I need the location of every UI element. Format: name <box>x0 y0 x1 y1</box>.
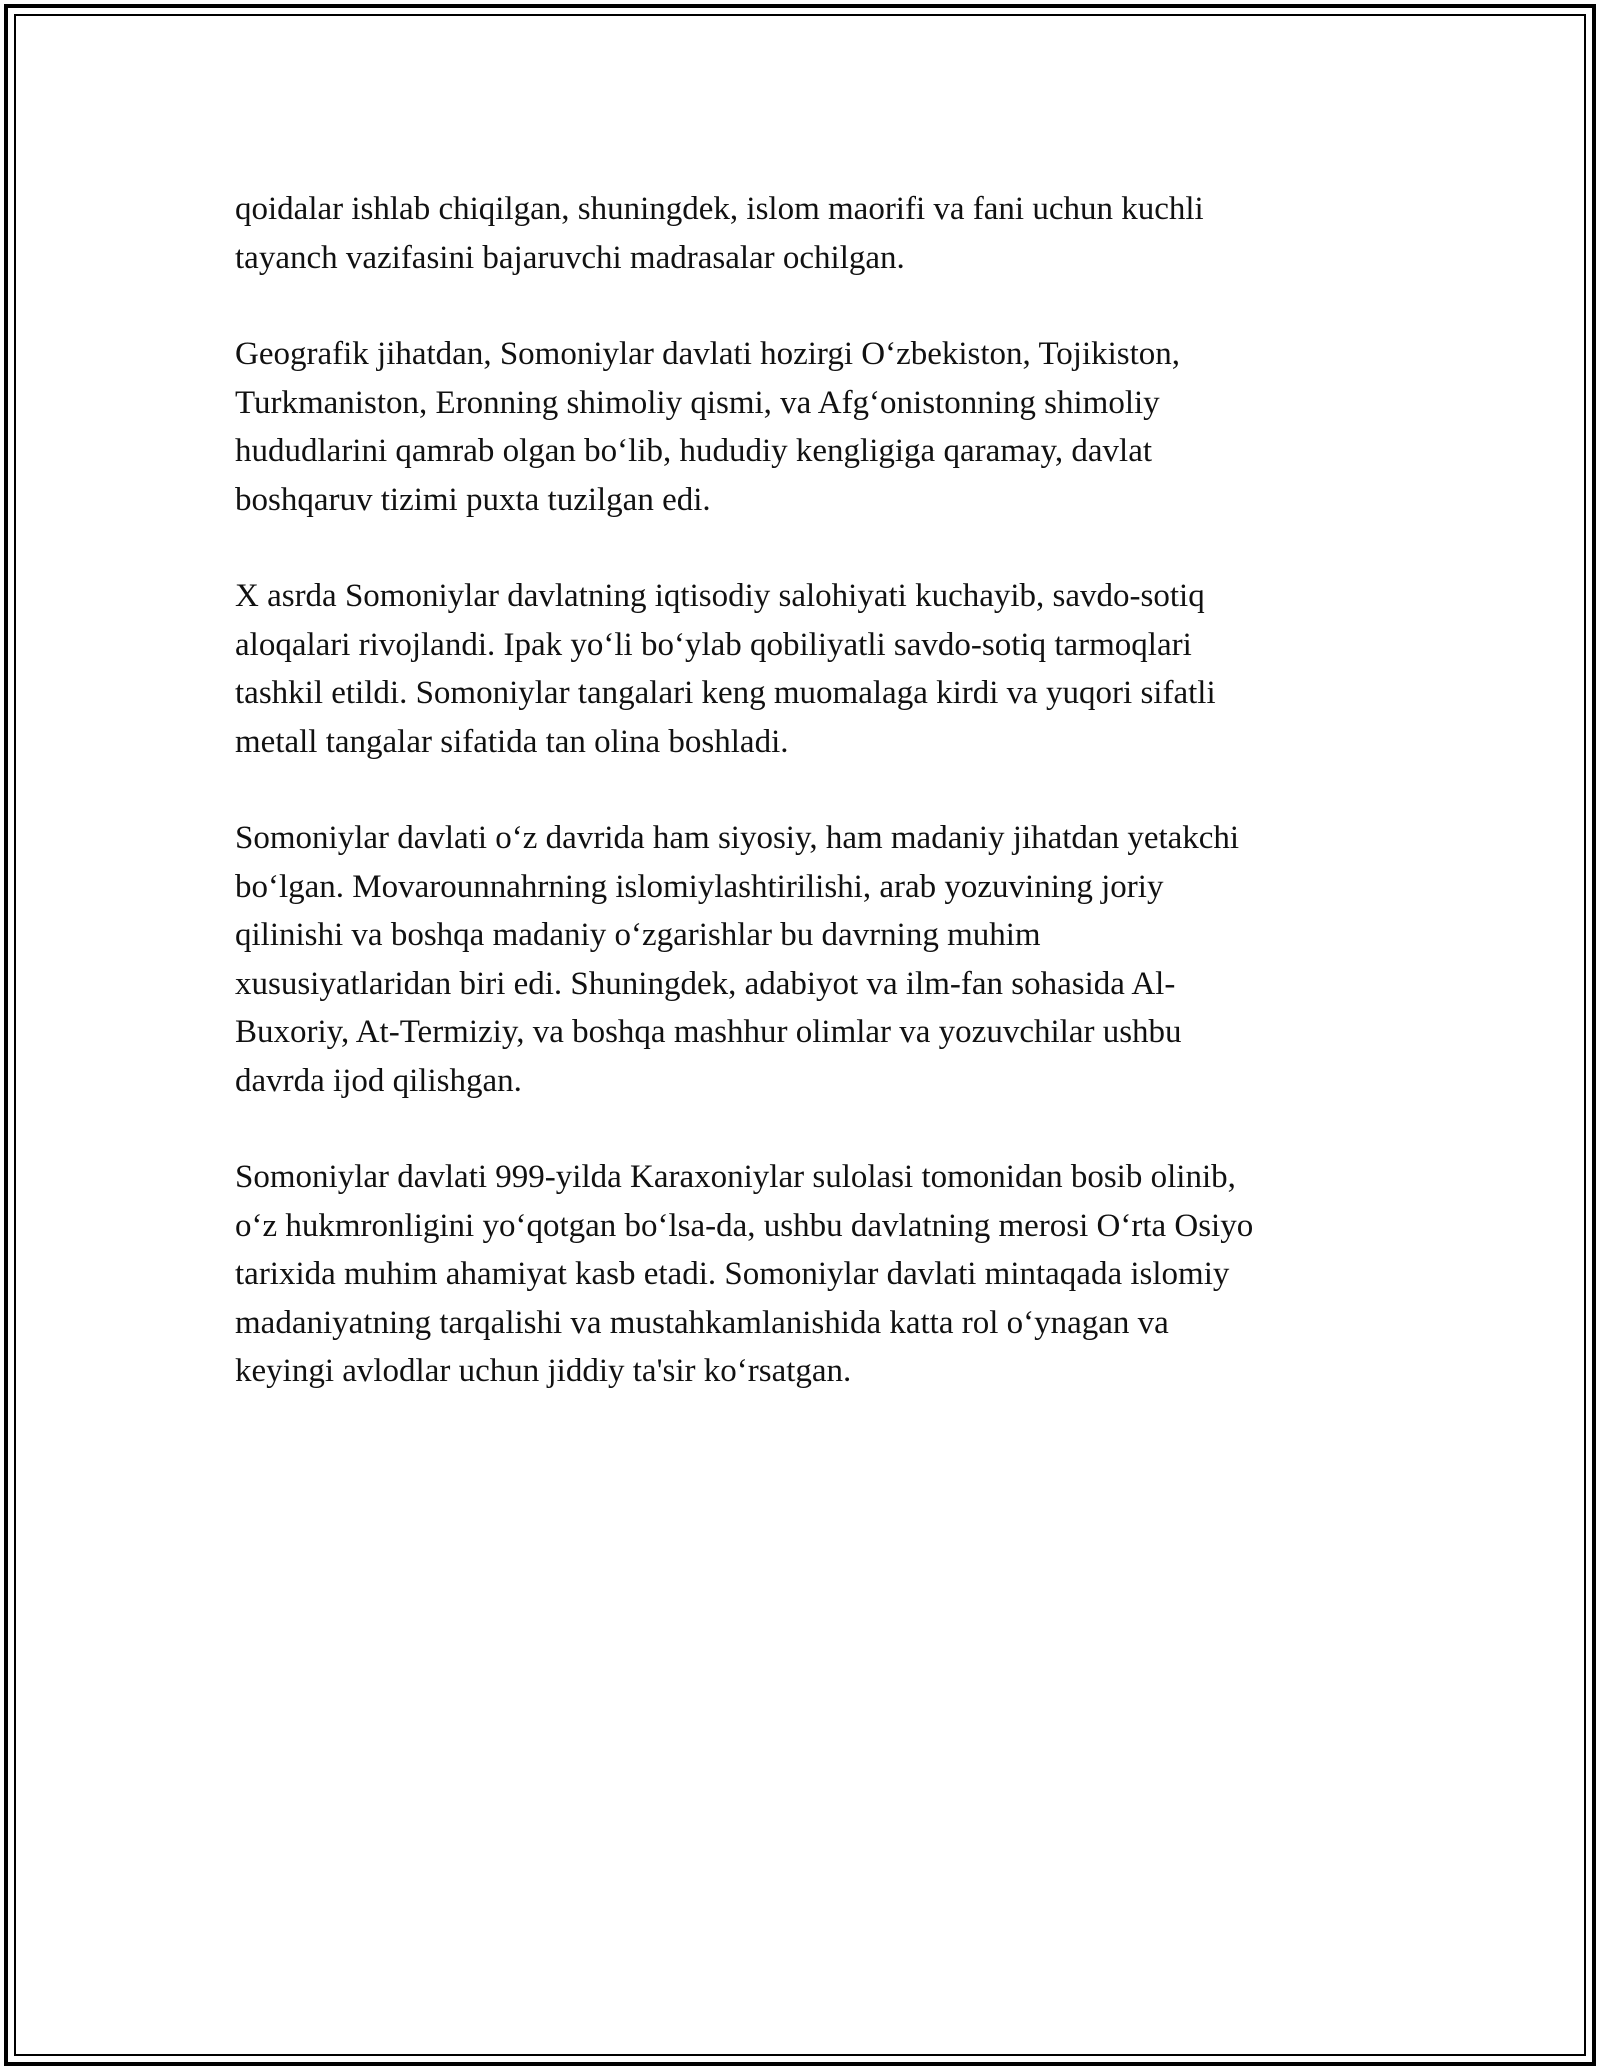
paragraph-4: Somoniylar davlati o‘z davrida ham siyosiy, ham madaniy jihatdan yetakchi bo‘lgan. Movarounnahrning islomiylashtirilishi, arab yozuvining joriy qilinishi va boshqa madaniy o‘zgarishlar bu davrning muhim xususiyatlaridan biri edi. Shuningdek, adabiyot va ilm-fan sohasida Al- Buxoriy, At-Termiziy, va boshqa mashhur olimlar va yozuvchilar ushbu davrda ijod qilishgan. <box>235 820 1240 1099</box>
paragraph-2: Geografik jihatdan, Somoniylar davlati hozirgi O‘zbekiston, Tojikiston, Turkmaniston, Eronning shimoliy qismi, va Afg‘onistonning shimoliy hududlarini qamrab olgan bo‘lib, hududiy kengligiga qaramay, davlat boshqaruv tizimi puxta tuzilgan edi. <box>235 336 1181 518</box>
paragraph-5: Somoniylar davlati 999-yilda Karaxoniylar sulolasi tomonidan bosib olinib, o‘z hukmronligini yo‘qotgan bo‘lsa-da, ushbu davlatning merosi O‘rta Osiyo tarixida muhim ahamiyat kasb etadi. Somoniylar davlati mintaqada islomiy madaniyatning tarqalishi va mustahkamlanishida katta rol o‘ynagan va keyingi avlodlar uchun jiddiy ta'sir ko‘rsatgan. <box>235 1159 1254 1389</box>
document-body <box>235 185 1375 1444</box>
paragraph-1: qoidalar ishlab chiqilgan, shuningdek, islom maorifi va fani uchun kuchli tayanch vazifasini bajaruvchi madrasalar ochilgan. <box>235 191 1204 276</box>
paragraph-3: X asrda Somoniylar davlatning iqtisodiy salohiyati kuchayib, savdo-sotiq aloqalari rivojlandi. Ipak yo‘li bo‘ylab qobiliyatli savdo-sotiq tarmoqlari tashkil etildi. Somoniylar tangalari keng muomalaga kirdi va yuqori sifatli metall tangalar sifatida tan olina boshladi. <box>235 578 1216 760</box>
